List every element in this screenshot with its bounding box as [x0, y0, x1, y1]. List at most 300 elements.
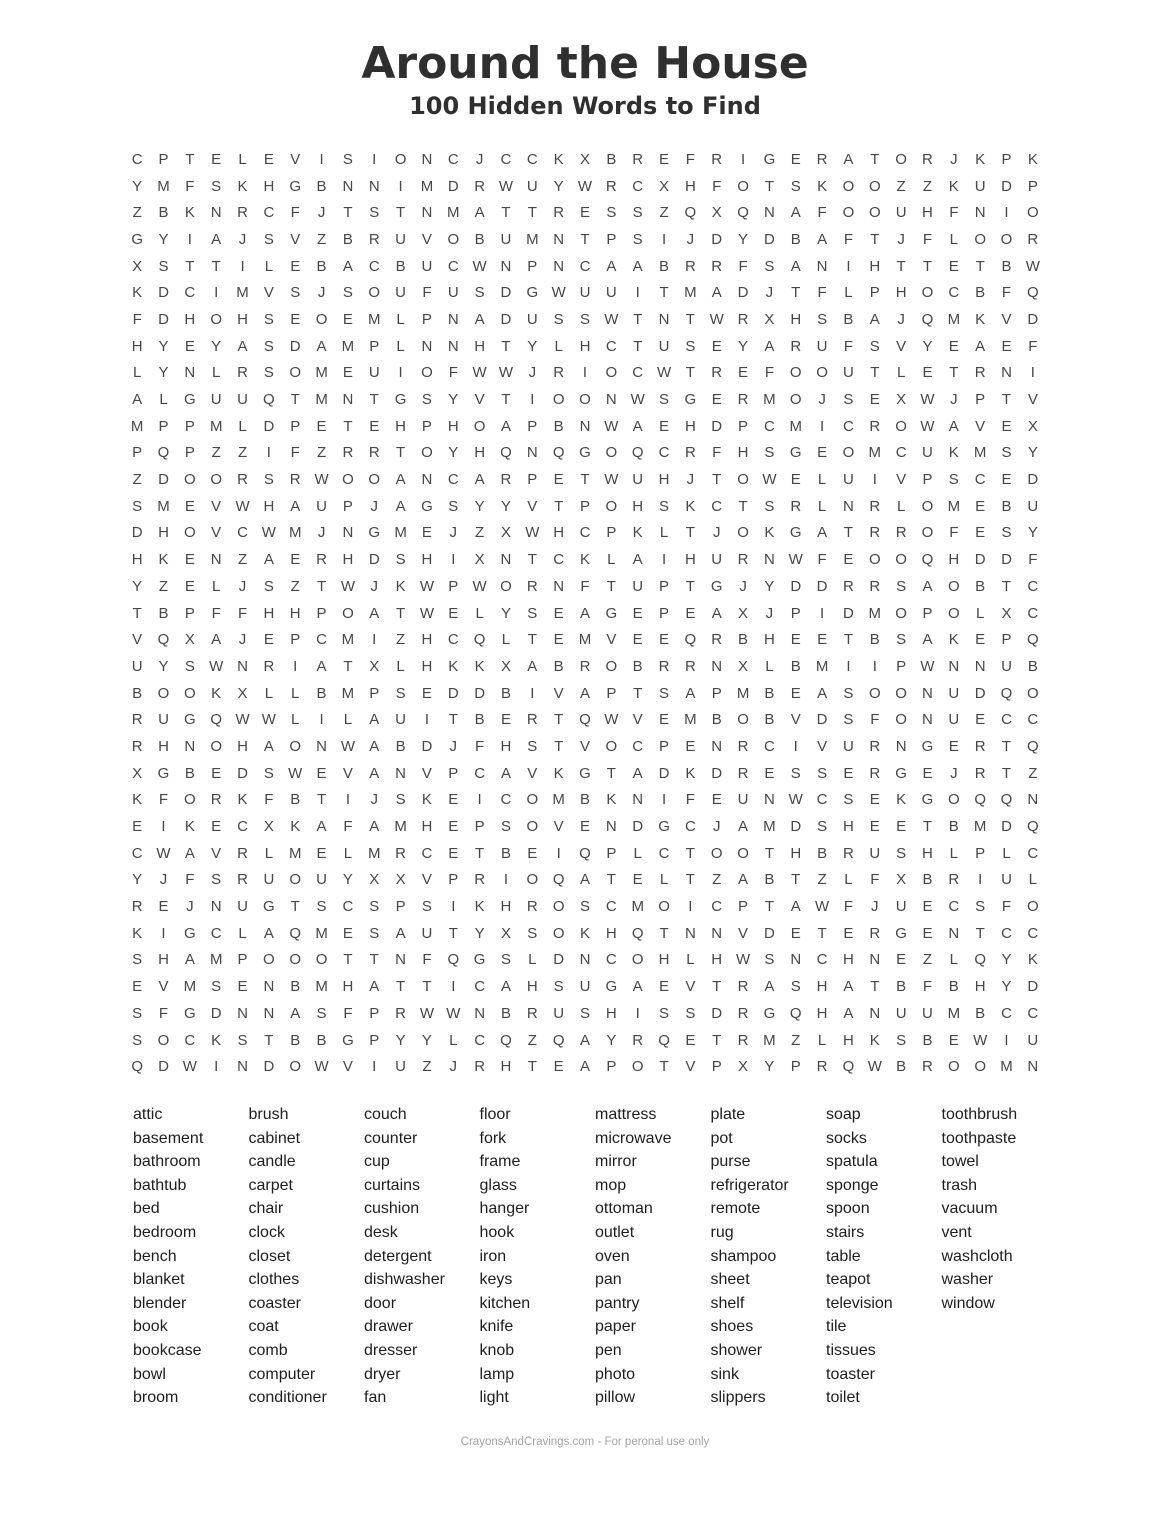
grid-letter: N: [395, 951, 407, 969]
grid-letter: Z: [712, 871, 722, 889]
word-list-item: teapot: [826, 1271, 871, 1289]
word-list-item: bench: [133, 1247, 177, 1265]
grid-letter: G: [263, 898, 275, 916]
grid-letter: J: [317, 204, 326, 222]
grid-letter: K: [764, 524, 775, 542]
grid-letter: T: [606, 871, 616, 889]
grid-letter: O: [842, 204, 855, 222]
grid-letter: C: [131, 844, 143, 862]
grid-letter: H: [526, 978, 538, 996]
grid-letter: U: [131, 657, 143, 675]
grid-letter: E: [369, 417, 380, 435]
grid-letter: O: [526, 871, 539, 889]
grid-letter: S: [843, 791, 854, 809]
grid-letter: D: [711, 230, 723, 248]
grid-letter: P: [738, 898, 749, 916]
word-list-item: microwave: [595, 1129, 672, 1147]
grid-letter: W: [735, 951, 751, 969]
grid-letter: D: [974, 684, 986, 702]
grid-letter: U: [974, 177, 986, 195]
grid-letter: W: [288, 764, 303, 782]
grid-letter: H: [289, 604, 301, 622]
grid-letter: J: [765, 604, 774, 622]
grid-letter: T: [396, 978, 406, 996]
grid-letter: U: [895, 898, 907, 916]
grid-letter: M: [420, 177, 434, 195]
grid-letter: J: [765, 284, 774, 302]
grid-letter: W: [604, 711, 619, 729]
grid-letter: O: [157, 1031, 170, 1049]
grid-letter: Y: [764, 577, 775, 595]
grid-letter: U: [1001, 871, 1012, 889]
grid-letter: L: [528, 951, 537, 969]
grid-letter: O: [184, 471, 196, 489]
grid-letter: P: [975, 844, 986, 862]
grid-letter: M: [341, 684, 355, 702]
grid-letter: H: [684, 177, 696, 195]
grid-letter: K: [817, 177, 828, 195]
grid-letter: R: [869, 524, 881, 542]
grid-letter: H: [131, 337, 143, 355]
grid-letter: O: [605, 444, 618, 462]
grid-letter: J: [528, 364, 537, 382]
grid-letter: V: [421, 230, 432, 248]
word-list-item: knife: [479, 1318, 514, 1336]
grid-letter: C: [237, 818, 248, 836]
grid-letter: W: [446, 1004, 461, 1022]
grid-letter: M: [736, 684, 750, 702]
grid-letter: W: [630, 391, 645, 409]
grid-letter: E: [922, 898, 933, 916]
grid-letter: J: [950, 764, 958, 782]
grid-letter: H: [684, 417, 696, 435]
grid-letter: B: [395, 257, 406, 275]
grid-letter: N: [263, 1004, 275, 1022]
grid-letter: B: [132, 684, 143, 702]
grid-letter: N: [342, 391, 354, 409]
grid-letter: C: [1027, 577, 1039, 595]
grid-letter: A: [211, 631, 222, 649]
grid-letter: T: [764, 844, 774, 862]
grid-letter: V: [738, 924, 749, 942]
grid-letter: U: [948, 684, 960, 702]
grid-letter: Z: [132, 471, 142, 489]
grid-letter: R: [737, 1004, 749, 1022]
grid-letter: S: [790, 764, 801, 782]
grid-letter: P: [1001, 631, 1012, 649]
grid-letter: M: [947, 497, 961, 515]
grid-letter: N: [948, 924, 960, 942]
word-list-item: photo: [595, 1365, 636, 1383]
grid-letter: Y: [922, 337, 933, 355]
grid-letter: S: [579, 1004, 590, 1022]
word-list-item: shampoo: [710, 1247, 777, 1265]
grid-letter: U: [843, 471, 854, 489]
grid-letter: D: [158, 1058, 169, 1076]
grid-letter: L: [607, 551, 616, 569]
grid-letter: Y: [474, 924, 485, 942]
grid-letter: F: [1028, 337, 1038, 355]
grid-letter: A: [817, 230, 828, 248]
grid-letter: Q: [658, 1031, 670, 1049]
grid-letter: E: [790, 631, 801, 649]
grid-letter: W: [498, 364, 514, 382]
grid-letter: K: [290, 818, 301, 836]
grid-letter: A: [132, 391, 143, 409]
word-list-item: curtains: [364, 1176, 421, 1194]
grid-letter: D: [1027, 310, 1039, 328]
grid-letter: R: [684, 444, 696, 462]
grid-letter: M: [947, 310, 961, 328]
word-list-item: mop: [595, 1176, 627, 1194]
grid-letter: R: [131, 737, 143, 755]
grid-letter: R: [869, 737, 881, 755]
grid-letter: O: [526, 818, 539, 836]
word-list-item: carpet: [248, 1176, 293, 1194]
grid-letter: R: [316, 551, 327, 569]
grid-letter: C: [1001, 711, 1012, 729]
grid-letter: M: [315, 391, 328, 409]
grid-letter: V: [132, 631, 143, 649]
grid-letter: R: [368, 230, 380, 248]
grid-letter: C: [948, 898, 960, 916]
grid-letter: R: [684, 257, 696, 275]
grid-letter: S: [448, 497, 459, 515]
grid-letter: E: [579, 204, 590, 222]
grid-letter: B: [500, 1004, 511, 1022]
grid-letter: M: [868, 444, 882, 462]
grid-letter: Z: [396, 631, 406, 649]
grid-letter: T: [922, 818, 933, 836]
grid-letter: A: [395, 471, 406, 489]
grid-letter: I: [793, 737, 798, 755]
grid-letter: S: [948, 471, 959, 489]
grid-letter: B: [500, 684, 511, 702]
grid-letter: S: [395, 684, 406, 702]
grid-letter: N: [237, 1004, 248, 1022]
grid-letter: K: [896, 791, 907, 809]
grid-letter: C: [816, 791, 828, 809]
word-list-item: blender: [133, 1294, 187, 1312]
grid-letter: A: [237, 337, 248, 355]
grid-letter: E: [817, 631, 828, 649]
grid-letter: S: [1001, 524, 1012, 542]
grid-letter: T: [975, 257, 985, 275]
grid-letter: M: [341, 631, 355, 649]
grid-letter: N: [658, 310, 670, 328]
grid-letter: D: [658, 764, 670, 782]
grid-letter: K: [948, 631, 959, 649]
grid-letter: E: [263, 150, 274, 168]
grid-letter: I: [661, 551, 667, 569]
word-list-item: socks: [826, 1129, 867, 1147]
grid-letter: P: [184, 444, 195, 462]
grid-letter: S: [527, 737, 538, 755]
grid-letter: O: [789, 364, 802, 382]
grid-letter: E: [448, 818, 459, 836]
grid-letter: M: [368, 844, 381, 862]
word-list-item: bowl: [133, 1365, 166, 1383]
grid-letter: N: [342, 524, 354, 542]
grid-letter: U: [395, 230, 407, 248]
grid-letter: Q: [157, 631, 170, 649]
grid-letter: T: [712, 1031, 722, 1049]
grid-row: [124, 947, 1046, 974]
grid-letter: I: [451, 978, 456, 996]
grid-letter: A: [817, 524, 828, 542]
grid-letter: B: [290, 1031, 301, 1049]
grid-letter: R: [605, 177, 617, 195]
word-list-item: outlet: [595, 1223, 635, 1241]
grid-letter: T: [764, 898, 774, 916]
grid-letter: E: [158, 898, 169, 916]
grid-letter: B: [896, 978, 907, 996]
grid-letter: C: [632, 364, 644, 382]
grid-letter: U: [711, 551, 723, 569]
grid-letter: O: [974, 230, 986, 248]
grid-letter: I: [820, 604, 825, 622]
grid-letter: I: [214, 1058, 219, 1076]
grid-letter: D: [263, 417, 275, 435]
grid-letter: U: [605, 284, 617, 302]
grid-letter: Q: [842, 1058, 855, 1076]
grid-letter: O: [710, 844, 723, 862]
grid-letter: O: [289, 737, 302, 755]
grid-letter: E: [211, 764, 222, 782]
grid-letter: A: [395, 924, 406, 942]
grid-letter: M: [236, 284, 249, 302]
grid-letter: W: [314, 1058, 329, 1076]
grid-letter: I: [477, 791, 482, 809]
grid-row: [124, 706, 1046, 733]
grid-letter: Q: [737, 204, 749, 222]
grid-letter: I: [398, 177, 403, 195]
grid-letter: N: [316, 737, 327, 755]
grid-letter: C: [763, 737, 775, 755]
grid-letter: I: [372, 150, 377, 168]
word-list-item: bathtub: [133, 1176, 187, 1194]
grid-letter: O: [895, 604, 907, 622]
word-list-item: pantry: [595, 1294, 640, 1312]
grid-letter: E: [553, 604, 564, 622]
grid-letter: D: [368, 551, 380, 569]
grid-letter: W: [340, 577, 355, 595]
grid-letter: F: [843, 230, 854, 248]
grid-letter: A: [527, 657, 538, 675]
grid-letter: T: [606, 764, 616, 782]
grid-letter: Q: [500, 1031, 512, 1049]
grid-letter: N: [895, 737, 907, 755]
grid-letter: O: [447, 230, 460, 248]
grid-letter: Q: [1027, 818, 1039, 836]
grid-letter: Q: [974, 951, 986, 969]
grid-letter: F: [843, 337, 854, 355]
grid-letter: L: [212, 577, 221, 595]
grid-letter: T: [870, 230, 880, 248]
grid-letter: V: [421, 764, 432, 782]
grid-letter: F: [817, 204, 827, 222]
grid-letter: V: [975, 417, 986, 435]
word-list-column: [826, 1103, 942, 1410]
grid-letter: B: [290, 791, 301, 809]
grid-letter: R: [684, 657, 696, 675]
word-list-item: lamp: [479, 1365, 515, 1383]
grid-letter: P: [606, 844, 617, 862]
grid-letter: W: [577, 177, 593, 195]
grid-letter: E: [632, 871, 643, 889]
grid-letter: U: [237, 898, 248, 916]
grid-letter: A: [579, 1031, 590, 1049]
grid-letter: C: [763, 417, 775, 435]
grid-letter: S: [421, 898, 432, 916]
grid-letter: P: [922, 471, 933, 489]
grid-letter: R: [711, 257, 723, 275]
grid-letter: C: [1001, 1004, 1012, 1022]
grid-letter: U: [526, 177, 538, 195]
grid-letter: R: [974, 364, 986, 382]
grid-letter: M: [684, 711, 697, 729]
grid-letter: U: [237, 391, 248, 409]
grid-letter: H: [447, 417, 459, 435]
word-list-item: trash: [941, 1176, 978, 1194]
grid-letter: E: [790, 471, 801, 489]
grid-letter: L: [633, 844, 642, 862]
word-list-item: sponge: [826, 1176, 879, 1194]
grid-letter: V: [1027, 391, 1038, 409]
grid-letter: F: [422, 284, 432, 302]
word-list-item: mattress: [595, 1106, 657, 1123]
grid-letter: V: [606, 631, 617, 649]
grid-letter: E: [738, 364, 749, 382]
grid-letter: U: [500, 230, 512, 248]
grid-letter: D: [816, 577, 828, 595]
grid-letter: N: [711, 924, 723, 942]
grid-letter: L: [238, 150, 247, 168]
grid-letter: M: [394, 524, 407, 542]
grid-row: [124, 867, 1046, 894]
grid-letter: G: [789, 524, 802, 542]
grid-letter: G: [473, 951, 486, 969]
grid-letter: T: [712, 978, 722, 996]
grid-letter: H: [474, 337, 486, 355]
grid-letter: H: [421, 818, 433, 836]
grid-letter: D: [1027, 471, 1039, 489]
grid-letter: M: [973, 444, 987, 462]
grid-letter: N: [184, 737, 196, 755]
grid-letter: F: [290, 444, 300, 462]
grid-letter: J: [449, 1058, 458, 1076]
grid-letter: I: [319, 711, 324, 729]
grid-letter: U: [210, 391, 222, 409]
grid-letter: Q: [1027, 737, 1039, 755]
grid-letter: F: [949, 204, 959, 222]
word-list-item: washcloth: [941, 1247, 1013, 1265]
grid-letter: U: [1001, 657, 1012, 675]
grid-letter: X: [738, 604, 749, 622]
grid-letter: V: [342, 1058, 353, 1076]
grid-letter: T: [396, 444, 406, 462]
grid-letter: Y: [158, 337, 169, 355]
grid-letter: Y: [158, 230, 169, 248]
grid-letter: L: [501, 631, 511, 649]
grid-letter: B: [316, 257, 327, 275]
grid-letter: R: [737, 551, 749, 569]
grid-letter: W: [709, 310, 724, 328]
grid-letter: I: [424, 711, 430, 729]
grid-letter: W: [340, 737, 355, 755]
word-list-item: window: [941, 1294, 995, 1312]
grid-letter: T: [501, 337, 511, 355]
grid-letter: Q: [579, 844, 591, 862]
grid-letter: L: [817, 471, 827, 489]
grid-letter: J: [370, 497, 378, 515]
grid-letter: D: [237, 764, 248, 782]
grid-letter: G: [579, 444, 591, 462]
grid-letter: I: [556, 844, 561, 862]
grid-letter: R: [553, 204, 565, 222]
grid-letter: L: [1028, 871, 1038, 889]
grid-letter: U: [922, 444, 933, 462]
word-list-item: blanket: [133, 1271, 185, 1289]
grid-letter: A: [711, 604, 722, 622]
grid-letter: S: [290, 284, 301, 302]
grid-letter: L: [844, 871, 853, 889]
grid-letter: K: [158, 551, 169, 569]
grid-row: [124, 573, 1046, 600]
word-list-item: oven: [595, 1247, 630, 1265]
word-list-item: conditioner: [248, 1389, 327, 1407]
grid-letter: N: [1027, 791, 1039, 809]
grid-letter: R: [474, 871, 486, 889]
grid-letter: E: [184, 577, 195, 595]
grid-letter: D: [1001, 818, 1012, 836]
grid-letter: X: [896, 391, 907, 409]
grid-letter: M: [394, 818, 407, 836]
grid-letter: P: [290, 417, 301, 435]
grid-letter: D: [421, 737, 433, 755]
grid-letter: O: [842, 444, 855, 462]
grid-letter: R: [711, 364, 723, 382]
word-list-column: [133, 1103, 249, 1410]
grid-letter: I: [582, 364, 588, 382]
grid-letter: B: [553, 417, 564, 435]
grid-letter: K: [395, 577, 406, 595]
grid-letter: G: [184, 711, 196, 729]
grid-letter: U: [579, 978, 591, 996]
grid-letter: R: [237, 471, 248, 489]
grid-letter: H: [632, 497, 644, 515]
word-list-item: clothes: [248, 1271, 300, 1289]
grid-letter: O: [184, 684, 196, 702]
grid-letter: L: [238, 924, 247, 942]
word-list-column: [595, 1103, 711, 1410]
grid-letter: A: [395, 497, 406, 515]
grid-letter: T: [554, 497, 564, 515]
grid-letter: N: [368, 177, 380, 195]
grid-letter: O: [921, 524, 934, 542]
grid-letter: A: [579, 871, 590, 889]
grid-letter: W: [472, 577, 487, 595]
grid-letter: Y: [1027, 444, 1038, 462]
grid-letter: H: [500, 898, 512, 916]
word-list-item: pillow: [595, 1389, 636, 1407]
grid-letter: E: [869, 818, 880, 836]
grid-letter: W: [788, 791, 803, 809]
grid-letter: W: [182, 1058, 197, 1076]
word-list-item: fork: [479, 1129, 507, 1147]
grid-letter: E: [843, 924, 854, 942]
grid-letter: S: [896, 844, 907, 862]
